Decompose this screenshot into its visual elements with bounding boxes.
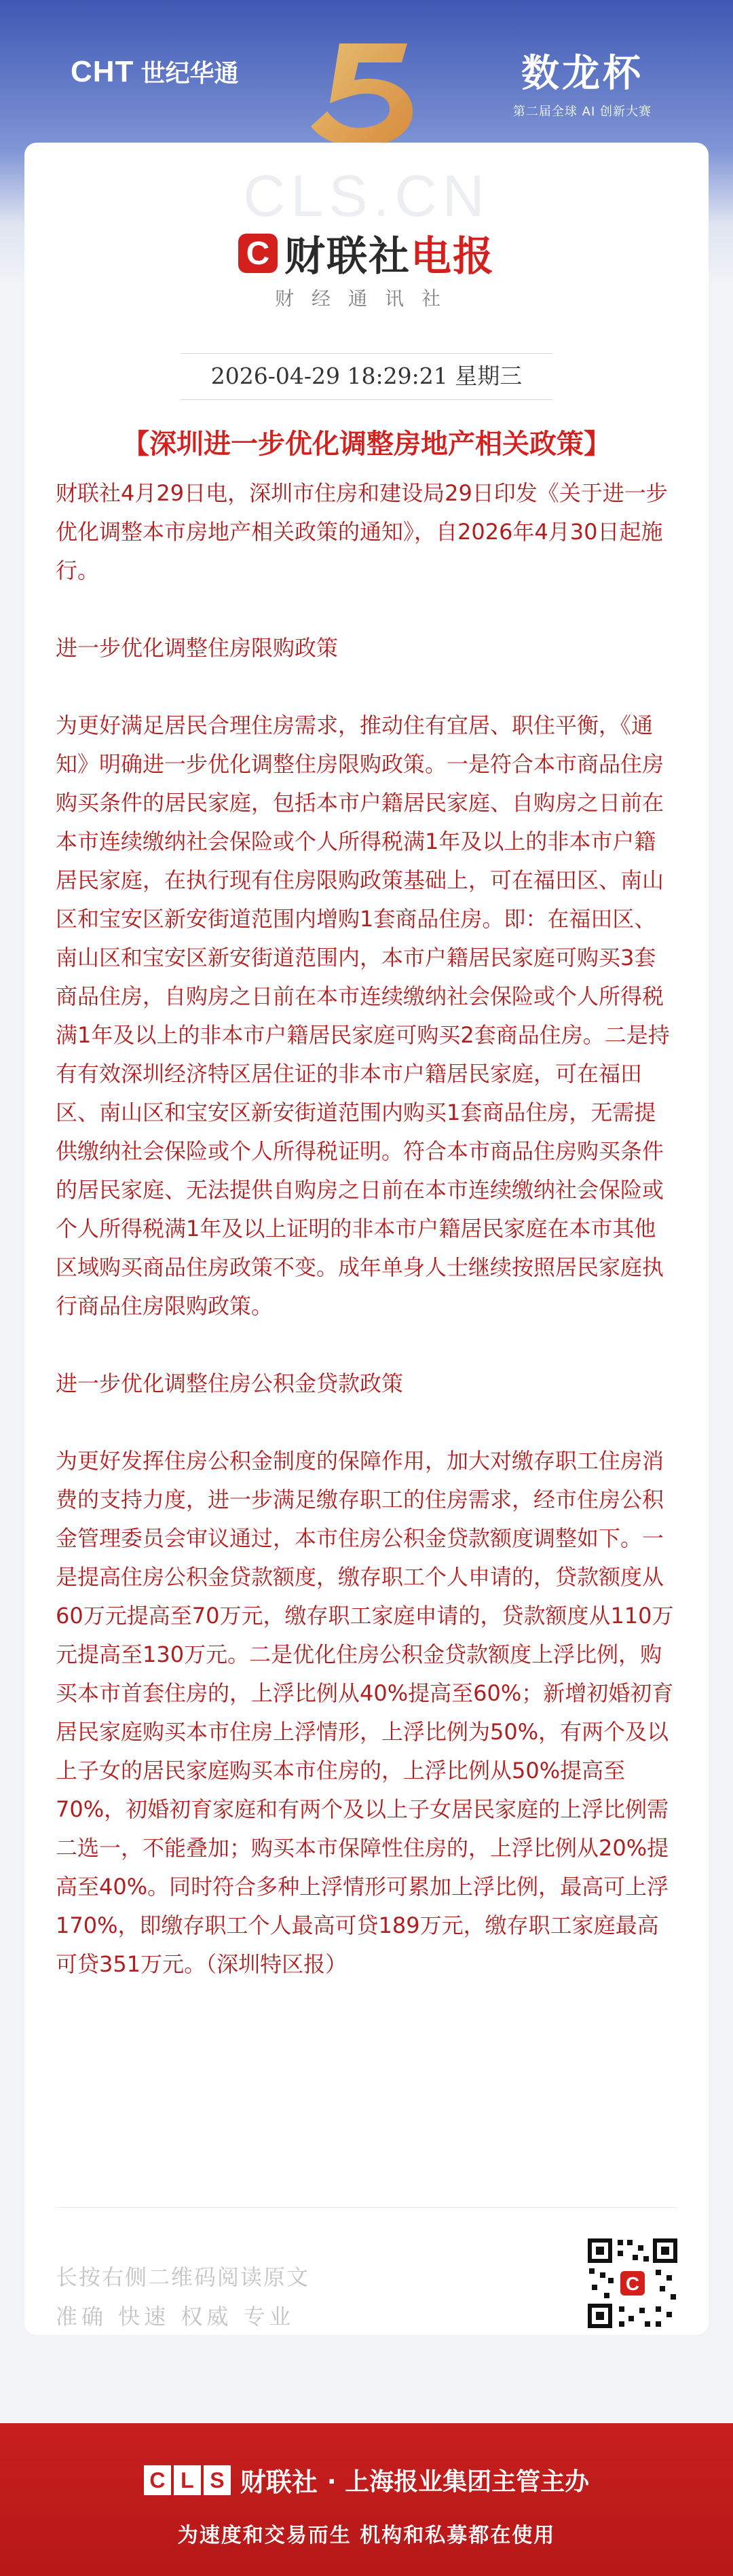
brand-name xyxy=(284,224,495,283)
contest-subtitle: 第二届全球 AI 创新大赛 xyxy=(512,105,652,119)
divider xyxy=(56,2207,677,2208)
section-heading: 进一步优化调整住房公积金贷款政策 xyxy=(56,1371,404,1396)
contest-logo xyxy=(513,43,652,120)
news-card xyxy=(24,143,709,2335)
svg-text:C: C xyxy=(625,2273,640,2294)
headline: 【深圳进一步优化调整房地产相关政策】 xyxy=(122,429,611,460)
brand-name-main: 财联社 xyxy=(284,233,411,280)
tagline: 准确 快速 权威 专业 xyxy=(56,2304,295,2329)
cht-logo xyxy=(71,54,238,89)
slogan: 为速度和交易而生 机构和私募都在使用 xyxy=(177,2524,556,2547)
section-heading: 进一步优化调整住房限购政策 xyxy=(56,635,339,661)
brand-c-icon: C xyxy=(238,234,278,273)
paragraph-fund-policy: 为更好发挥住房公积金制度的保障作用，加大对缴存职工住房消费的支持力度，进一步满足缴存职工的住房需求，经市住房公积金管理委员会审议通过，本市住房公积金贷款额度调整如下。一是提高住房公积金贷款额度，缴存职工个人申请的，贷款额度从60万元提高至70万元，缴存职工家庭申请的，贷款额度从110万元提高至130万元。二是优化住房公积金贷款额度上浮比例，购买本市首套住房的，上浮比例从40%提高至60%；新增初婚初育居民家庭购买本市住房上浮情形，上浮比例为50%，有两个及以上子女的居民家庭购买本市住房的，上浮比例从50%提高至70%，初婚初育家庭和有两个及以上子女居民家庭的上浮比例需二选一，不能叠加；购买本市保障性住房的，上浮比例从20%提高至40%。同时符合多种上浮情形可累加上浮比例，最高可上浮170%，即缴存职工个人最高可贷189万元，缴存职工家庭最高可贷351万元。（深圳特区报） xyxy=(56,1448,674,1977)
divider xyxy=(181,399,552,400)
bottom-brand-name: 财联社 xyxy=(240,2467,318,2497)
contest-title: 数龙杯 xyxy=(521,51,643,96)
cls-letter: C xyxy=(144,2465,171,2495)
number-five-logo xyxy=(292,35,434,151)
brand-logo xyxy=(24,224,709,283)
divider xyxy=(181,353,552,354)
article-body xyxy=(56,474,677,1984)
cls-letter: S xyxy=(204,2465,231,2495)
cht-mark: CHT xyxy=(71,54,134,88)
qr-code-icon[interactable] xyxy=(585,2236,680,2331)
cht-name: 世纪华通 xyxy=(140,60,239,88)
qr-hint: 长按右侧二维码阅读原文 xyxy=(56,2264,310,2290)
bottom-brand xyxy=(0,2461,733,2499)
brand-subtitle: 财经通讯社 xyxy=(274,287,458,310)
watermark: CLS.CN xyxy=(243,164,490,229)
cls-letter: L xyxy=(174,2465,201,2495)
datetime: 2026-04-29 18:29:21 星期三 xyxy=(210,363,523,389)
bottom-banner xyxy=(0,2423,733,2576)
paragraph-lead: 财联社4月29日电，深圳市住房和建设局29日印发《关于进一步优化调整本市房地产相关政策的通知》，自2026年4月30日起施行。 xyxy=(56,480,668,583)
header xyxy=(0,0,733,156)
brand-name-red: 电报 xyxy=(411,233,495,280)
bottom-brand-desc: · 上海报业集团主管主办 xyxy=(326,2468,590,2496)
paragraph-purchase-policy: 为更好满足居民合理住房需求，推动住有宜居、职住平衡，《通知》明确进一步优化调整住房限购政策。一是符合本市商品住房购买条件的居民家庭，包括本市户籍居民家庭、自购房之日前在本市连续缴纳社会保险或个人所得税满1年及以上的非本市户籍居民家庭，在执行现有住房限购政策基础上，可在福田区、南山区和宝安区新安街道范围内增购1套商品住房。即：在福田区、南山区和宝安区新安街道范围内，本市户籍居民家庭可购买3套商品住房，自购房之日前在本市连续缴纳社会保险或个人所得税满1年及以上的非本市户籍居民家庭可购买2套商品住房。二是持有有效深圳经济特区居住证的非本市户籍居民家庭，可在福田区、南山区和宝安区新安街道范围内购买1套商品住房，无需提供缴纳社会保险或个人所得税证明。符合本市商品住房购买条件的居民家庭、无法提供自购房之日前在本市连续缴纳社会保险或个人所得税满1年及以上证明的非本市户籍居民家庭在本市其他区域购买商品住房政策不变。成年单身人士继续按照居民家庭执行商品住房限购政策。 xyxy=(56,712,670,1319)
cls-logo xyxy=(144,2465,231,2495)
